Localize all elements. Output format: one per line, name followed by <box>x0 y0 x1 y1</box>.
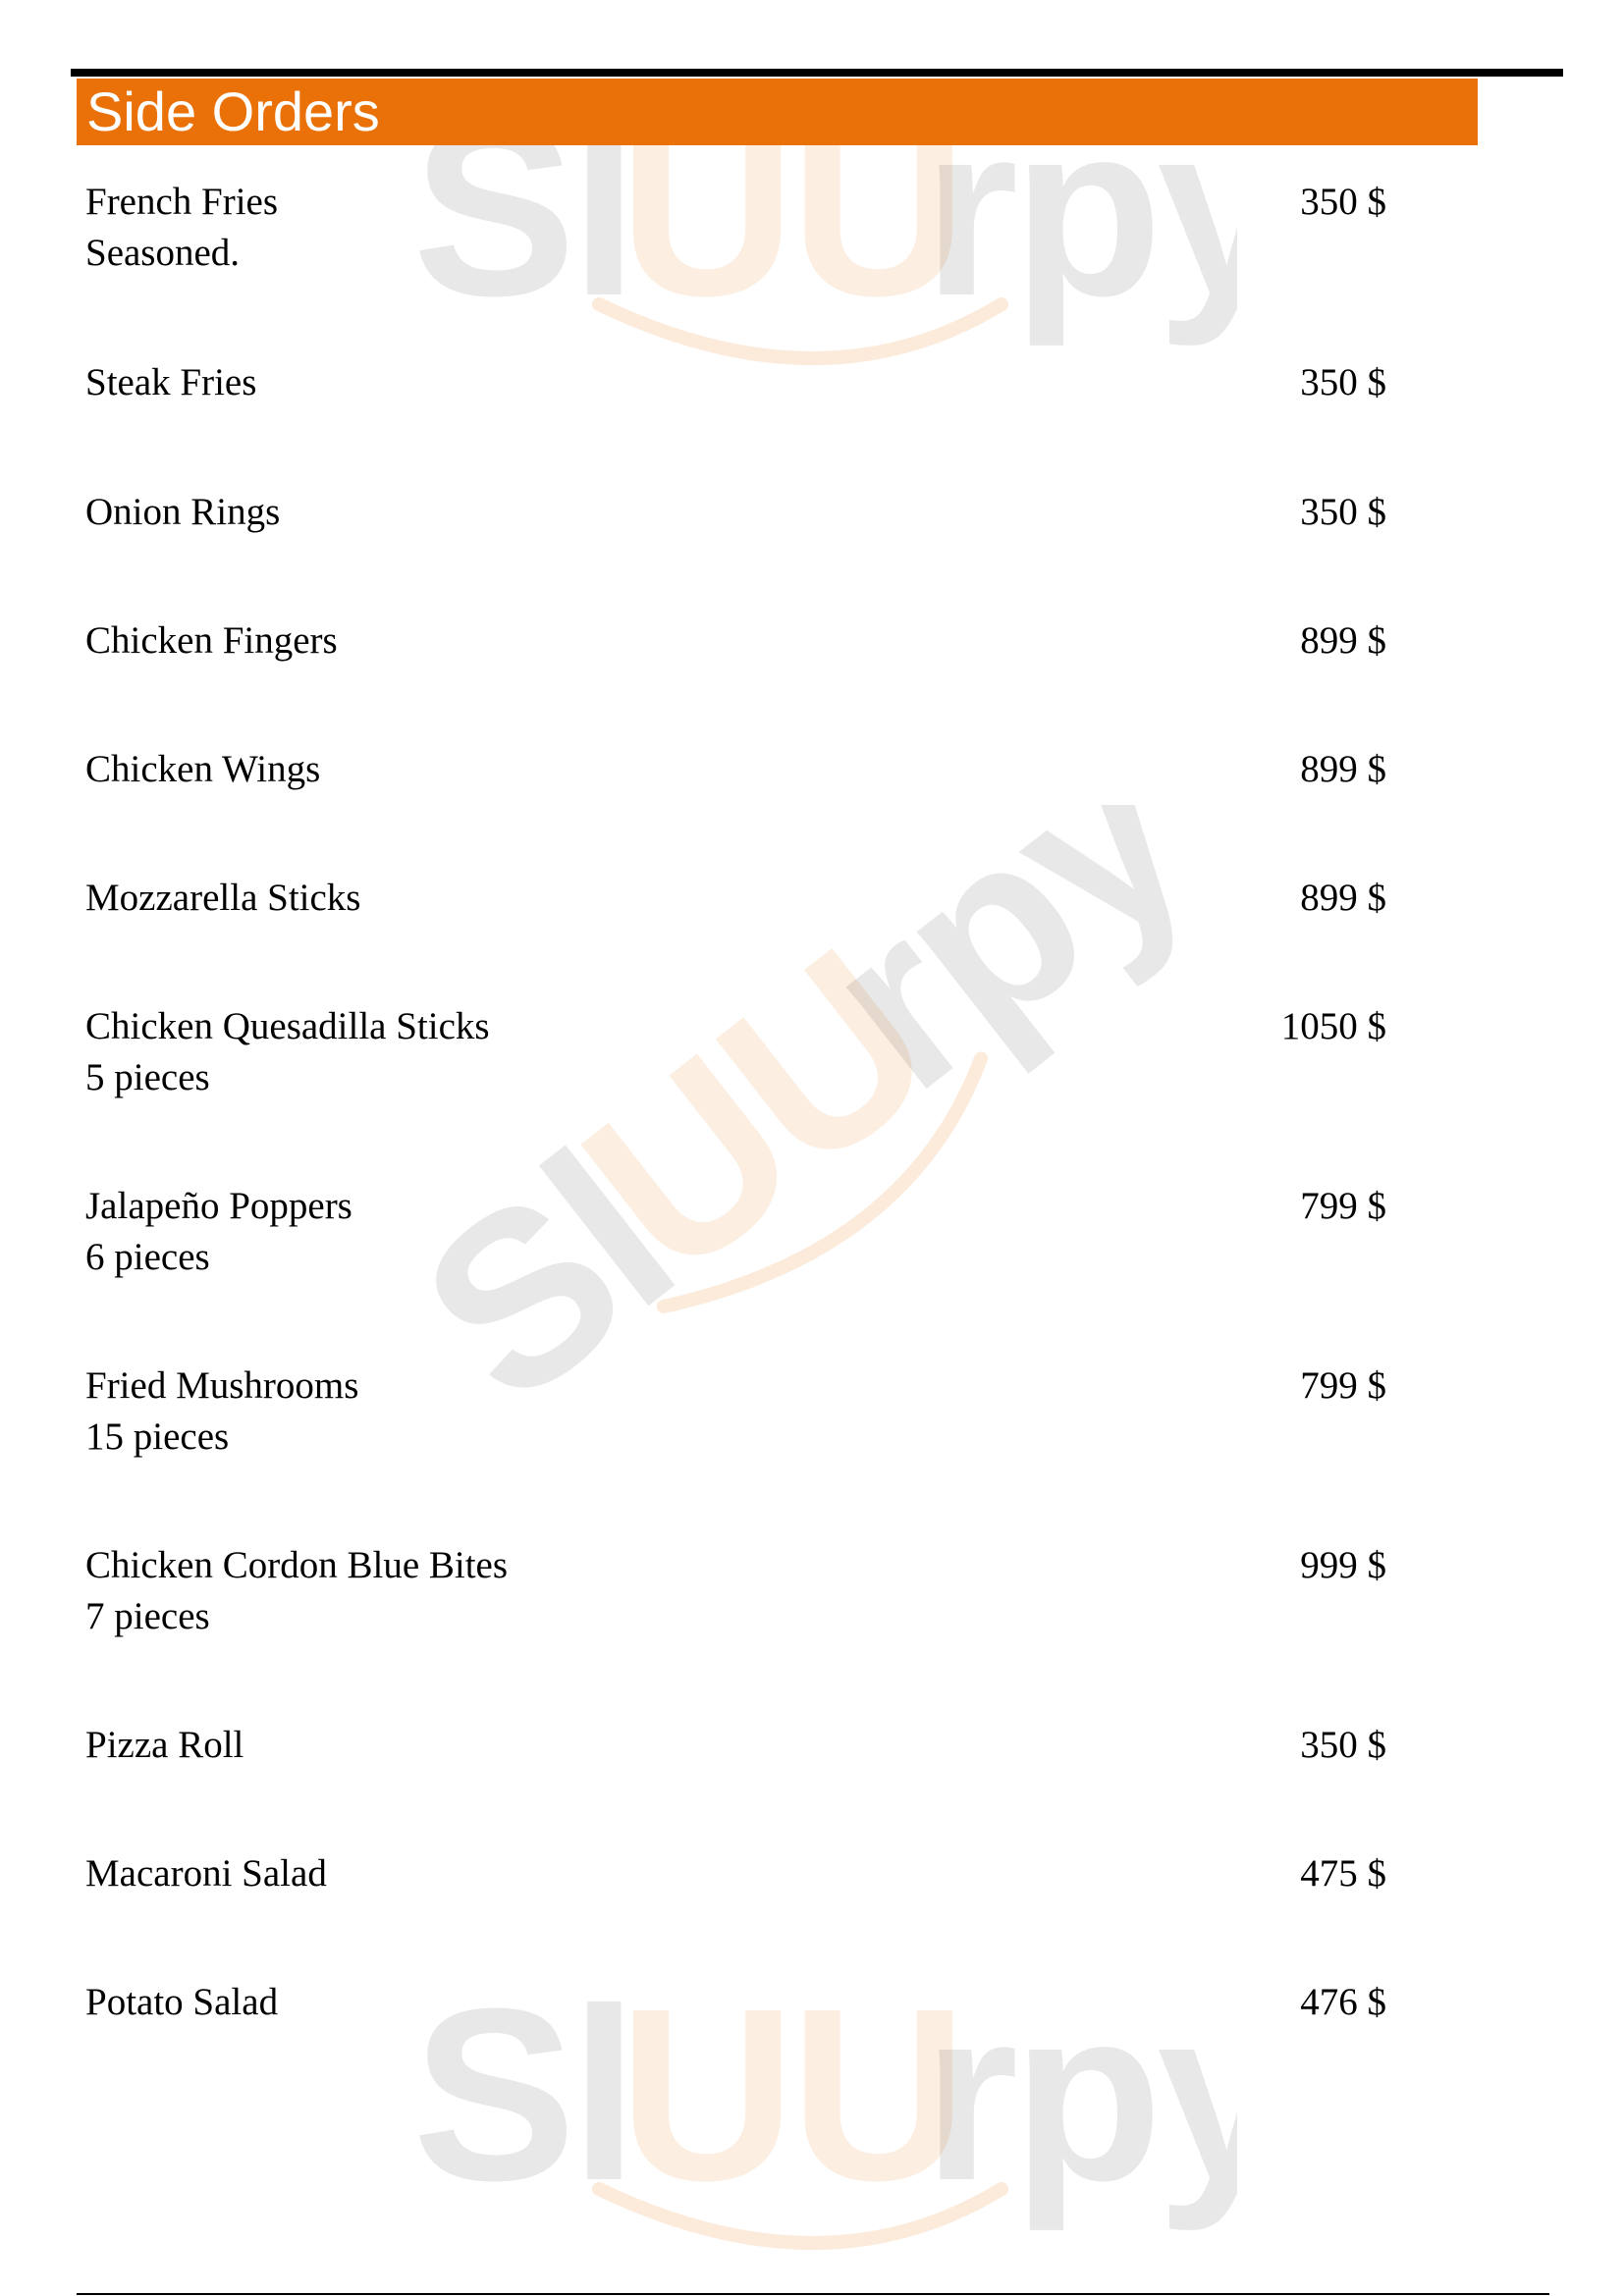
item-name: Chicken Quesadilla Sticks <box>85 1005 490 1047</box>
slurpy-logo-icon <box>412 1944 1237 2268</box>
watermark-middle <box>422 805 1306 1497</box>
watermark-bottom <box>412 1944 1237 2272</box>
item-name: Jalapeño Poppers <box>85 1185 352 1227</box>
svg-text:UU: UU <box>536 900 976 1328</box>
item-price: 1050 $ <box>1280 1005 1386 1047</box>
item-price: 350 $ <box>1300 491 1386 533</box>
item-name: Chicken Cordon Blue Bites <box>85 1544 509 1586</box>
svg-text:UU: UU <box>619 1957 962 2231</box>
item-description: 5 pieces <box>85 1056 210 1098</box>
item-price: 799 $ <box>1300 1185 1386 1227</box>
section-header <box>77 79 1478 145</box>
svg-text:rpy: rpy <box>923 1957 1237 2231</box>
item-price: 350 $ <box>1300 181 1386 223</box>
item-price: 476 $ <box>1300 1981 1386 2023</box>
item-price: 899 $ <box>1300 877 1386 919</box>
svg-text:Sl: Sl <box>422 1102 717 1455</box>
item-name: Pizza Roll <box>85 1724 244 1766</box>
item-price: 350 $ <box>1300 1724 1386 1766</box>
item-price: 350 $ <box>1300 361 1386 403</box>
svg-text:rpy: rpy <box>776 805 1232 1141</box>
item-name: Potato Salad <box>85 1981 279 2023</box>
item-description: Seasoned. <box>85 232 241 274</box>
item-description: 6 pieces <box>85 1236 210 1278</box>
item-price: 799 $ <box>1300 1364 1386 1407</box>
bottom-divider <box>77 2293 1549 2295</box>
item-name: Chicken Wings <box>85 748 321 790</box>
item-name: French Fries <box>85 181 279 223</box>
item-description: 7 pieces <box>85 1595 210 1637</box>
item-name: Mozzarella Sticks <box>85 877 361 919</box>
svg-text:Sl: Sl <box>412 73 633 347</box>
svg-text:UU: UU <box>619 73 962 347</box>
svg-text:rpy: rpy <box>923 73 1237 347</box>
item-price: 899 $ <box>1300 748 1386 790</box>
item-name: Steak Fries <box>85 361 257 403</box>
section-title: Side Orders <box>86 80 380 142</box>
item-name: Macaroni Salad <box>85 1852 327 1895</box>
item-price: 475 $ <box>1300 1852 1386 1895</box>
item-name: Onion Rings <box>85 491 281 533</box>
top-divider <box>71 69 1563 77</box>
item-name: Chicken Fingers <box>85 619 338 662</box>
item-price: 999 $ <box>1300 1544 1386 1586</box>
item-description: 15 pieces <box>85 1415 230 1458</box>
item-price: 899 $ <box>1300 619 1386 662</box>
item-name: Fried Mushrooms <box>85 1364 359 1407</box>
slurpy-logo-icon <box>422 805 1306 1492</box>
svg-text:Sl: Sl <box>412 1957 633 2231</box>
